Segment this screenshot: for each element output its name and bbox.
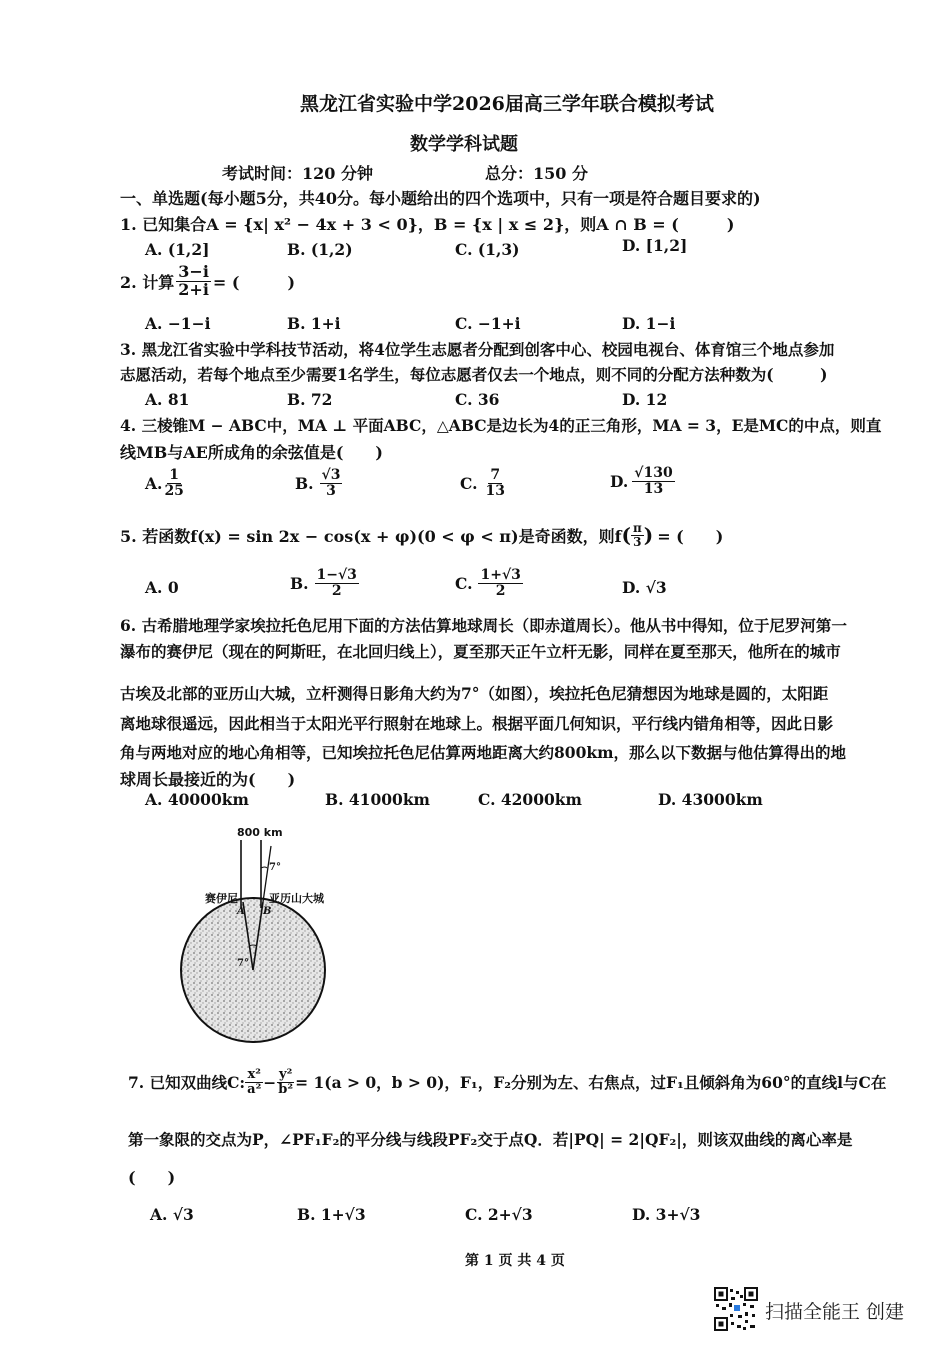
q4-option-a-label: A. bbox=[145, 473, 163, 493]
q7-line1-rest: = 1(a > 0，b > 0)，F₁，F₂分别为左、右焦点，过F₁且倾斜角为60°的直线l与C在 bbox=[295, 1073, 887, 1093]
q5-c-num: 1+√3 bbox=[480, 567, 521, 583]
q5-arg-num: π bbox=[632, 521, 642, 535]
q2-prefix: 2. 计算 bbox=[120, 272, 175, 292]
q7-x-num: x² bbox=[247, 1067, 261, 1082]
q6-option-d[interactable]: D. 43000km bbox=[658, 790, 763, 809]
q4-option-c-fraction bbox=[483, 468, 506, 498]
q4-option-d-fraction bbox=[632, 466, 674, 496]
q1-option-c[interactable]: C. (1,3) bbox=[455, 240, 520, 259]
left-city-label: 赛伊尼 bbox=[205, 892, 238, 905]
q1-option-a[interactable]: A. (1,2] bbox=[145, 240, 210, 259]
q1-option-d[interactable]: D. [1,2] bbox=[622, 236, 688, 255]
question-6-line5: 角与两地对应的地心角相等，已知埃拉托色尼估算两地距离大约800km，那么以下数据与他估算得出的地 bbox=[120, 743, 846, 762]
q5-b-den: 2 bbox=[331, 582, 342, 599]
section-heading: 一、单选题(每小题5分，共40分。每小题给出的四个选项中，只有一项是符合题目要求的) bbox=[120, 189, 761, 208]
question-7-line3: ( ) bbox=[128, 1168, 176, 1187]
q4-option-d[interactable] bbox=[610, 466, 675, 496]
q2-option-b[interactable]: B. 1+i bbox=[287, 314, 341, 333]
q4-option-d-label: D. bbox=[610, 471, 629, 491]
q5-option-a[interactable] bbox=[145, 578, 179, 597]
q5-option-a-text: 0 bbox=[167, 578, 179, 597]
q4-a-num: 1 bbox=[169, 467, 180, 483]
q5-option-c-fraction bbox=[478, 568, 522, 598]
question-6-line4: 离地球很遥远，因此相当于太阳光平行照射在地球上。根据平面几何知识，平行线内错角相等，因此日影 bbox=[120, 714, 834, 733]
q5-c-den: 2 bbox=[495, 582, 506, 599]
q4-option-a-fraction bbox=[162, 468, 185, 498]
q4-d-num: √130 bbox=[634, 465, 673, 481]
q5-arg-den: 3 bbox=[633, 534, 642, 549]
q4-a-den: 25 bbox=[164, 482, 184, 499]
q4-c-num: 7 bbox=[490, 467, 501, 483]
q7-x-fraction bbox=[245, 1068, 263, 1096]
q4-b-num: √3 bbox=[321, 467, 341, 483]
distance-label: 800 km bbox=[237, 826, 283, 839]
q5-option-c-label: C. bbox=[455, 573, 473, 593]
q7-option-d[interactable]: D. 3+√3 bbox=[632, 1205, 701, 1224]
q4-option-a[interactable] bbox=[145, 468, 186, 498]
top-angle-arc bbox=[261, 867, 267, 868]
q4-option-b-fraction bbox=[320, 468, 343, 498]
top-angle-label: 7° bbox=[269, 862, 281, 873]
q5-b-num: 1−√3 bbox=[316, 567, 357, 583]
q5-argument-fraction bbox=[631, 522, 644, 548]
scanner-brand: 扫描全能王 创建 bbox=[765, 1301, 905, 1323]
q7-prefix: 7. 已知双曲线C: bbox=[128, 1073, 246, 1093]
q2-fraction bbox=[176, 264, 211, 299]
q3-option-d[interactable]: D. 12 bbox=[622, 390, 668, 409]
q5-option-d[interactable] bbox=[622, 578, 667, 597]
exam-time: 考试时间：120 分钟 bbox=[222, 164, 373, 183]
q6-option-c[interactable]: C. 42000km bbox=[478, 790, 582, 809]
q7-y-fraction bbox=[276, 1068, 295, 1096]
q7-option-a[interactable]: A. √3 bbox=[150, 1205, 194, 1224]
center-angle-label: 7° bbox=[237, 958, 249, 969]
qr-code-icon bbox=[714, 1287, 758, 1331]
question-3-line1: 3. 黑龙江省实验中学科技节活动，将4位学生志愿者分配到创客中心、校园电视台、体育馆三个地点参加 bbox=[120, 340, 835, 359]
question-7-line2: 第一象限的交点为P，∠PF₁F₂的平分线与线段PF₂交于点Q．若|PQ| = 2|QF₂|，则该双曲线的离心率是 bbox=[128, 1130, 853, 1149]
q2-option-c[interactable]: C. −1+i bbox=[455, 314, 521, 333]
q6-option-a[interactable]: A. 40000km bbox=[145, 790, 249, 809]
question-6-line2: 瀑布的赛伊尼（现在的阿斯旺，在北回归线上），夏至那天正午立杆无影，同样在夏至那天，他所在的城市 bbox=[120, 642, 841, 661]
q2-suffix: = ( ) bbox=[212, 272, 296, 292]
question-6-line3: 古埃及北部的亚历山大城，立杆测得日影角大约为7°（如图），埃拉托色尼猜想因为地球是圆的，太阳距 bbox=[120, 684, 829, 703]
q5-stem-text: 5. 若函数f(x) = sin 2x − cos(x + φ)(0 < φ < π)是奇函数，则f bbox=[120, 526, 622, 546]
question-1-stem: 1. 已知集合A = {x| x² − 4x + 3 < 0}，B = {x | x ≤ 2}，则A ∩ B = ( ) bbox=[120, 215, 735, 234]
q5-option-d-text: √3 bbox=[645, 578, 667, 597]
point-a-label: A bbox=[237, 906, 245, 917]
q2-option-a[interactable]: A. −1−i bbox=[145, 314, 211, 333]
q5-option-b-label: B. bbox=[290, 573, 309, 593]
q4-b-den: 3 bbox=[326, 482, 336, 499]
q1-option-b[interactable]: B. (1,2) bbox=[287, 240, 353, 259]
q3-option-c[interactable]: C. 36 bbox=[455, 390, 500, 409]
q7-option-c[interactable]: C. 2+√3 bbox=[465, 1205, 533, 1224]
q4-option-c-label: C. bbox=[460, 473, 478, 493]
exam-title: 黑龙江省实验中学2026届高三学年联合模拟考试 bbox=[300, 93, 714, 115]
total-score: 总分：150 分 bbox=[485, 164, 588, 183]
q7-x-den: a² bbox=[247, 1081, 262, 1097]
question-4-line1: 4. 三棱锥M − ABC中，MA ⊥ 平面ABC，△ABC是边长为4的正三角形，MA = 3，E是MC的中点，则直 bbox=[120, 416, 882, 435]
page-number: 第 1 页 共 4 页 bbox=[465, 1253, 565, 1269]
earth-diagram bbox=[175, 820, 355, 1050]
q5-option-c[interactable] bbox=[455, 568, 523, 598]
q6-option-b[interactable]: B. 41000km bbox=[325, 790, 430, 809]
subject-title: 数学学科试题 bbox=[410, 134, 518, 155]
q3-option-a[interactable]: A. 81 bbox=[145, 390, 190, 409]
q5-option-a-label: A. bbox=[145, 578, 163, 597]
q3-option-b[interactable]: B. 72 bbox=[287, 390, 333, 409]
question-5-stem: 5. 若函数f(x) = sin 2x − cos(x + φ)(0 < φ < π)是奇函数，则f ( $\frac{\pi}{3}$ ) = ( ) bbox=[120, 521, 724, 549]
question-3-line2: 志愿活动，若每个地点至少需要1名学生，每位志愿者仅去一个地点，则不同的分配方法种数为( ) bbox=[120, 365, 828, 384]
q5-option-d-label: D. bbox=[622, 578, 641, 597]
qr-code-svg bbox=[714, 1287, 758, 1331]
question-2-stem bbox=[120, 264, 295, 299]
right-city-label: 亚历山大城 bbox=[269, 892, 324, 905]
question-4-line2: 线MB与AE所成角的余弦值是( ) bbox=[120, 443, 383, 462]
q4-option-c[interactable] bbox=[460, 468, 507, 498]
q4-option-b-label: B. bbox=[295, 473, 314, 493]
question-6-line1: 6. 古希腊地理学家埃拉托色尼用下面的方法估算地球周长（即赤道周长）。他从书中得知，位于尼罗河第一 bbox=[120, 616, 847, 635]
earth-diagram-svg bbox=[175, 820, 355, 1050]
question-6-line6: 球周长最接近的为( ) bbox=[120, 770, 296, 789]
q4-d-den: 13 bbox=[643, 480, 664, 497]
q7-y-den: b² bbox=[278, 1081, 294, 1097]
q5-suffix: = ( ) bbox=[657, 526, 724, 546]
q2-option-d[interactable]: D. 1−i bbox=[622, 314, 676, 333]
q2-denominator: 2+i bbox=[178, 279, 209, 299]
q7-y-num: y² bbox=[279, 1067, 293, 1082]
point-b-label: B bbox=[263, 906, 272, 917]
q5-option-b-fraction bbox=[315, 568, 359, 598]
q4-option-b[interactable] bbox=[295, 468, 342, 498]
q7-option-b[interactable]: B. 1+√3 bbox=[297, 1205, 366, 1224]
q2-numerator: 3−i bbox=[178, 262, 209, 281]
q5-option-b[interactable] bbox=[290, 568, 359, 598]
question-7-line1: 7. 已知双曲线C: $\frac{\text{x²}}{\text{a²}}$ − $\frac{\text{y²}}{\text{b²}}$ = 1(a > 0，b > 0)，F₁，F₂分别为左、右焦点，过F₁且倾斜角为60°的直线l与C在 bbox=[128, 1067, 887, 1097]
q4-c-den: 13 bbox=[485, 482, 505, 499]
